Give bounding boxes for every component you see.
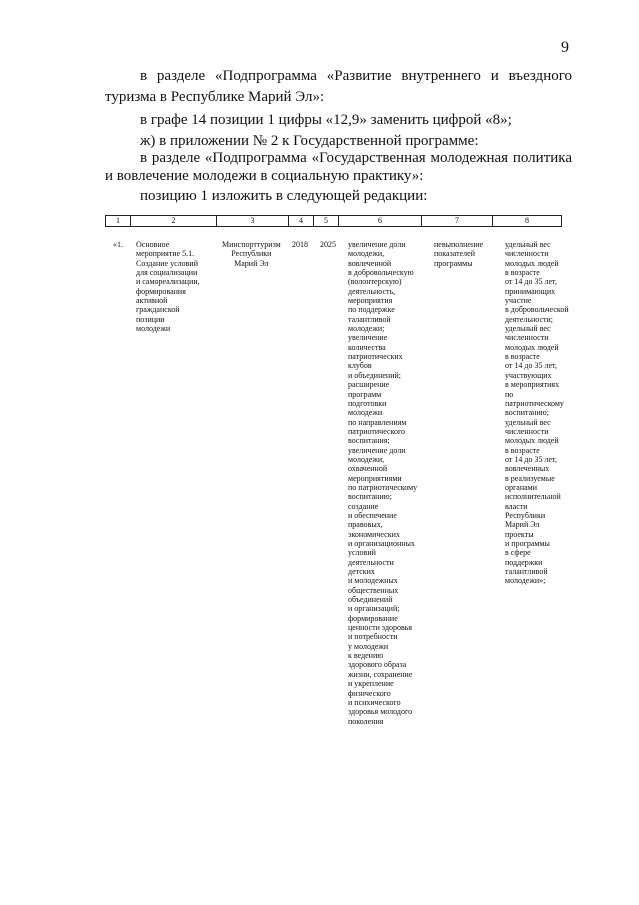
col-header-4: 4 — [289, 216, 314, 227]
col-header-2: 2 — [131, 216, 217, 227]
row-cell-number: «1. — [113, 240, 123, 249]
row-cell-indicators: удельный вес численности молодых людей в возрасте от 14 до 35 лет, принимающих участие в добровольческой деятельности; удельный вес численности молодых людей в возрасте от 14 до 35 лет, участвующих в мероприятиях по патриотическому воспитанию; удельный вес численности молодых людей в возрасте от 14 до 35 лет, вовлеченных в реализуемые органами исполнительной власти Республики Марий Эл проекты и программы в сфере поддержки талантливой молодежи»; — [505, 240, 569, 586]
col-header-5: 5 — [314, 216, 339, 227]
paragraph-5: позицию 1 изложить в следующей редакции: — [140, 188, 428, 204]
row-cell-end-year: 2025 — [320, 240, 336, 249]
row-cell-results-text: увеличение доли молодежи, вовлеченной в добровольческую (волонтерскую) деятельность, мероприятия по поддержке талантливой молодежи; увеличение количества патриотических клубов и объединений; расширение программ подготовки молодежи по направлениям патриотического воспитания; увеличение доли молодежи, охваченной мероприятиями по патриотическому воспитанию; создание и обеспечение правовых, экономических и организационных условий деятельности детских и молодежных общественных объединений и организаций; формирование ценности здоровья и потребности у молодежи к ведению здорового образа жизни, сохранение и укрепление физического и психического здоровья молодого поколения — [348, 240, 418, 726]
paragraph-1-line-2: туризма в Республике Марий Эл»: — [105, 89, 325, 105]
paragraph-2: в графе 14 позиции 1 цифры «12,9» заменить цифрой «8»; — [140, 112, 512, 128]
col-header-1: 1 — [106, 216, 131, 227]
table-header — [105, 215, 562, 227]
col-header-3: 3 — [217, 216, 289, 227]
page-number: 9 — [561, 39, 569, 56]
paragraph-1-line-1: в разделе «Подпрограмма «Развитие внутреннего и въездного — [140, 68, 572, 84]
paragraph-4-line-1: в разделе «Подпрограмма «Государственная молодежная политика — [140, 150, 572, 166]
col-header-6: 6 — [339, 216, 422, 227]
row-cell-executor: Минспорттуризм Республики Марий Эл — [222, 240, 281, 268]
paragraph-3: ж) в приложении № 2 к Государственной программе: — [140, 133, 479, 149]
col-header-8: 8 — [493, 216, 562, 227]
col-header-7: 7 — [422, 216, 493, 227]
paragraph-4-line-2: и вовлечение молодежи в социальную практику»: — [105, 168, 424, 184]
row-cell-start-year: 2018 — [292, 240, 308, 249]
row-cell-consequences: невыполнение показателей программы — [434, 240, 484, 268]
table-header-row — [106, 216, 562, 227]
row-cell-measure: Основное мероприятие 5.1. Создание условий для социализации и самореализации, формирования активной гражданской позиции молодежи — [136, 240, 200, 334]
row-cell-results — [348, 240, 428, 726]
